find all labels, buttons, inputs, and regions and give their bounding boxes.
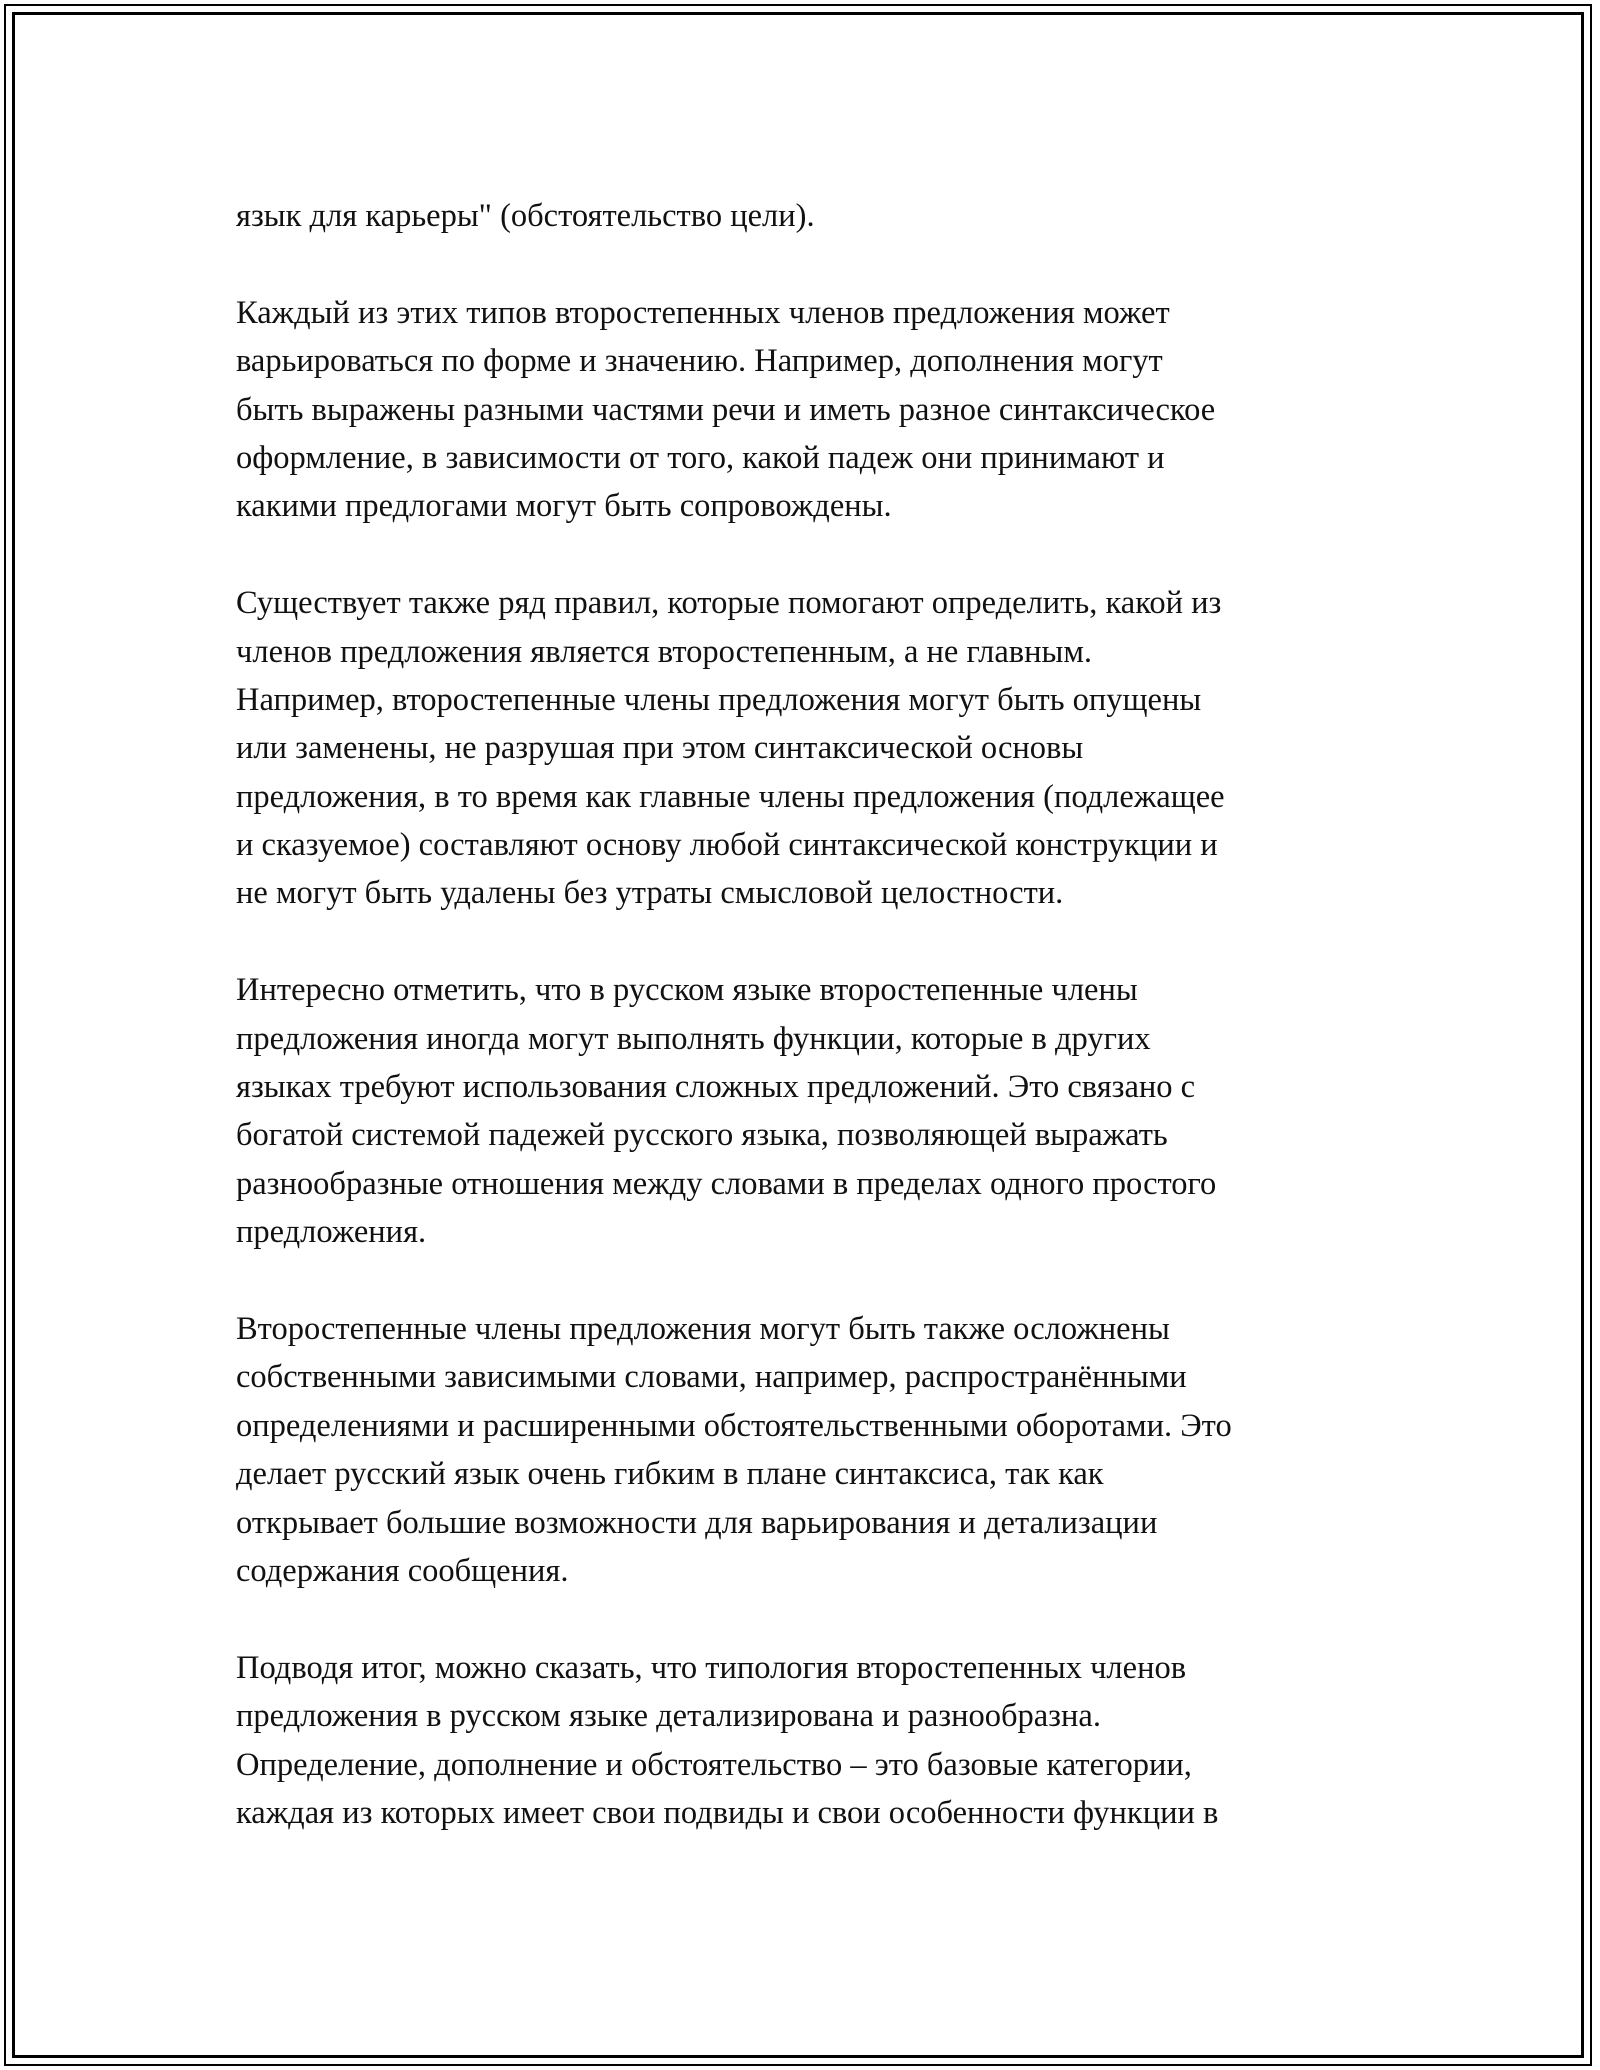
text-line: делает русский язык очень гибким в плане синтаксиса, так как <box>236 1456 1104 1493</box>
text-line: содержания сообщения. <box>236 1552 569 1589</box>
text-line: предложения, в то время как главные члены предложения (подлежащее <box>236 778 1225 815</box>
text-line: Интересно отметить, что в русском языке второстепенные члены <box>236 972 1138 1009</box>
text-line: быть выражены разными частями речи и иметь разное синтаксическое <box>236 391 1216 428</box>
text-line: языках требуют использования сложных предложений. Это связано с <box>236 1069 1196 1106</box>
text-line: предложения. <box>236 1214 427 1251</box>
text-line: каждая из которых имеет свои подвиды и свои особенности функции в <box>236 1794 1219 1831</box>
paragraph-gap <box>236 531 1376 579</box>
paragraph-gap <box>236 240 1376 288</box>
text-line: Каждый из этих типов второстепенных членов предложения может <box>236 294 1170 331</box>
text-line: предложения иногда могут выполнять функции, которые в других <box>236 1020 1151 1057</box>
text-line: и сказуемое) составляют основу любой синтаксической конструкции и <box>236 827 1218 864</box>
text-line: членов предложения является второстепенным, а не главным. <box>236 633 1093 670</box>
text-line: Существует также ряд правил, которые помогают определить, какой из <box>236 585 1222 622</box>
text-line: богатой системой падежей русского языка, позволяющей выражать <box>236 1117 1168 1154</box>
paragraph-gap <box>236 1257 1376 1305</box>
text-line: Второстепенные члены предложения могут быть также осложнены <box>236 1310 1170 1347</box>
paragraph-gap <box>236 1595 1376 1643</box>
text-line: язык для карьеры" (обстоятельство цели). <box>236 198 815 234</box>
paragraph-gap <box>236 918 1376 966</box>
text-line: Определение, дополнение и обстоятельство – это базовые категории, <box>236 1746 1192 1783</box>
text-line: открывает большие возможности для варьирования и детализации <box>236 1504 1158 1541</box>
text-line: не могут быть удалены без утраты смысловой целостности. <box>236 875 1064 912</box>
text-line: разнообразные отношения между словами в пределах одного простого <box>236 1165 1217 1202</box>
body-text <box>236 192 1376 1837</box>
text-line: определениями и расширенными обстоятельственными оборотами. Это <box>236 1407 1232 1444</box>
text-line: предложения в русском языке детализирована и разнообразна. <box>236 1698 1101 1735</box>
text-line: собственными зависимыми словами, например, распространёнными <box>236 1359 1187 1396</box>
text-line: варьироваться по форме и значению. Например, дополнения могут <box>236 343 1163 380</box>
text-line: Например, второстепенные члены предложения могут быть опущены <box>236 681 1202 718</box>
text-line: какими предлогами могут быть сопровождены. <box>236 488 892 525</box>
text-line: или заменены, не разрушая при этом синтаксической основы <box>236 730 1084 767</box>
text-line: Подводя итог, можно сказать, что типология второстепенных членов <box>236 1649 1187 1686</box>
text-line: оформление, в зависимости от того, какой падеж они принимают и <box>236 439 1165 476</box>
